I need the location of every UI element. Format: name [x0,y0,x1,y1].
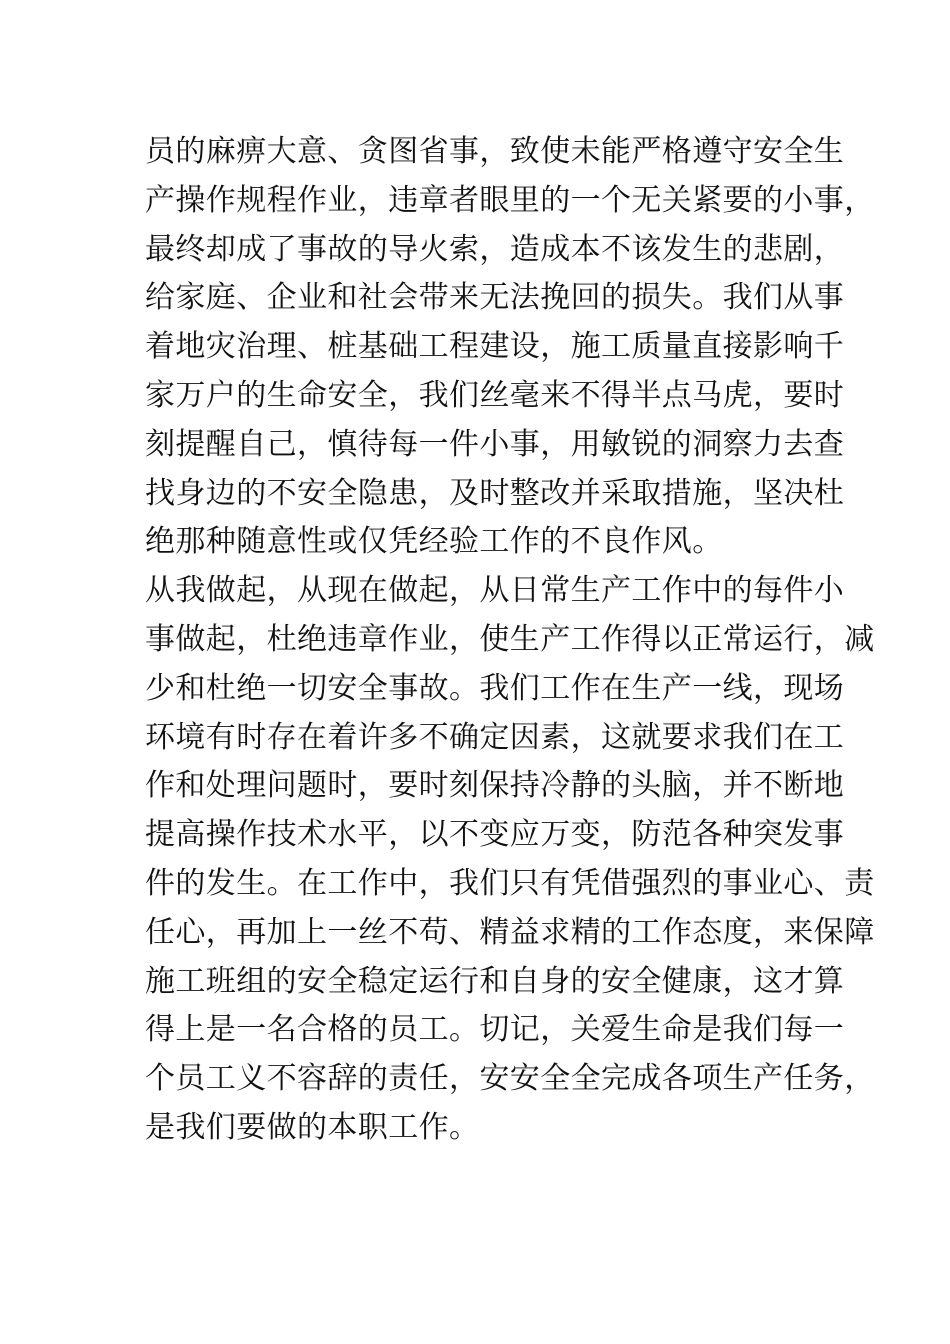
paragraph-2 [145,567,875,1153]
text-line: 产操作规程作业，违章者眼里的一个无关紧要的小事， [145,182,875,218]
text-line: 找身边的不安全隐患，及时整改并采取措施，坚决杜 [145,475,845,511]
text-line: 刻提醒自己，慎待每一件小事，用敏锐的洞察力去查 [145,426,845,462]
text-line: 事做起，杜绝违章作业，使生产工作得以正常运行，减 [145,621,875,657]
text-line: 任心，再加上一丝不苟、精益求精的工作态度，来保障 [145,914,875,950]
text-line: 是我们要做的本职工作。 [145,1109,480,1145]
text-line: 少和杜绝一切安全事故。我们工作在生产一线，现场 [145,670,845,706]
text-line: 绝那种随意性或仅凭经验工作的不良作风。 [145,524,723,560]
text-line: 作和处理问题时，要时刻保持冷静的头脑，并不断地 [145,768,845,804]
text-line: 施工班组的安全稳定运行和自身的安全健康，这才算 [145,963,845,999]
body-text [145,128,875,1153]
text-line: 提高操作技术水平，以不变应万变，防范各种突发事 [145,817,845,853]
text-line: 件的发生。在工作中，我们只有凭借强烈的事业心、责 [145,865,875,901]
text-line: 环境有时存在着许多不确定因素，这就要求我们在工 [145,719,845,755]
text-line: 着地灾治理、桩基础工程建设，施工质量直接影响千 [145,329,845,365]
text-line: 从我做起，从现在做起，从日常生产工作中的每件小 [145,573,845,609]
text-line: 个员工义不容辞的责任，安安全全完成各项生产任务， [145,1061,875,1097]
text-line: 员的麻痹大意、贪图省事，致使未能严格遵守安全生 [145,134,845,169]
text-line: 给家庭、企业和社会带来无法挽回的损失。我们从事 [145,280,845,316]
text-line: 得上是一名合格的员工。切记，关爱生命是我们每一 [145,1012,845,1048]
text-line: 最终却成了事故的导火索，造成本不该发生的悲剧， [145,231,845,267]
paragraph-1 [145,128,875,567]
text-line: 家万户的生命安全，我们丝毫来不得半点马虎，要时 [145,377,845,413]
